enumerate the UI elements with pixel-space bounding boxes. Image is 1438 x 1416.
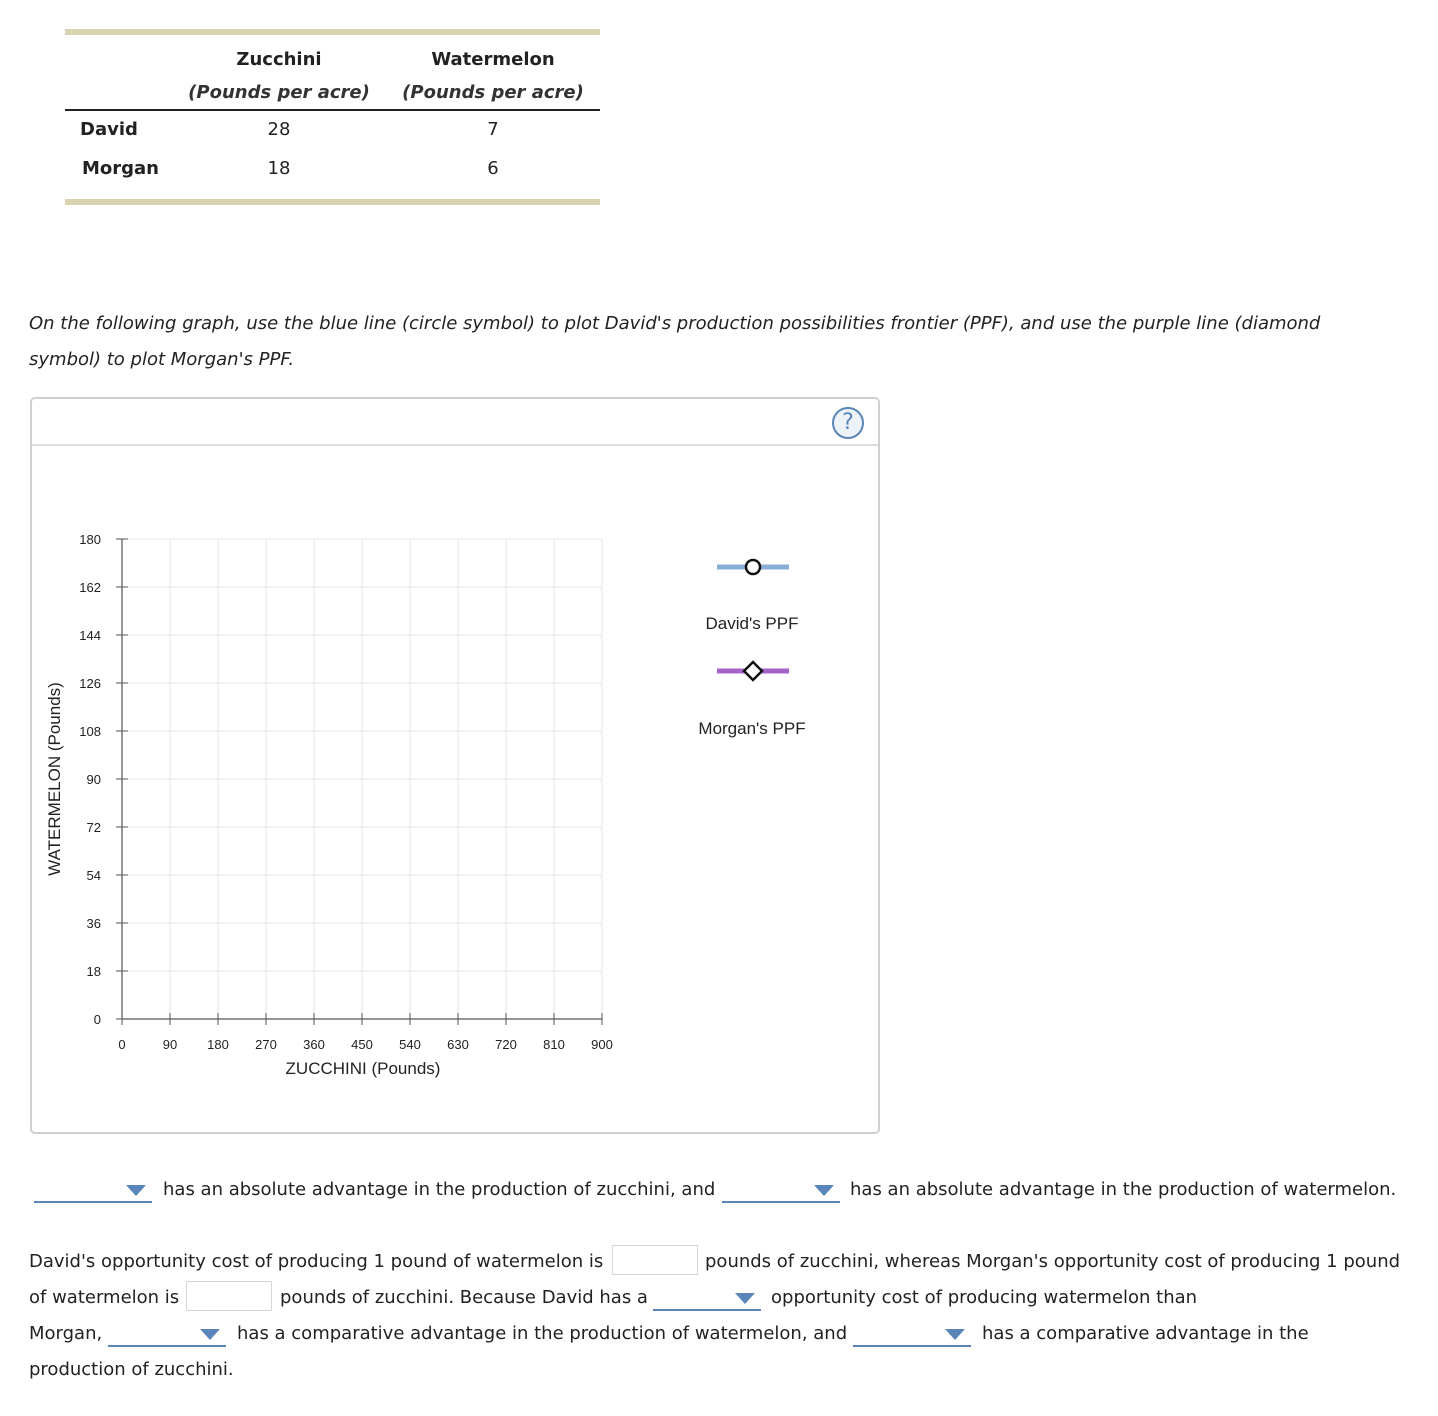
graph-panel[interactable] — [30, 397, 880, 1134]
y-tick-label: 144 — [79, 628, 101, 643]
graph-instructions: On the following graph, use the blue line (circle symbol) to plot David's production possibilities frontier (PPF), and use the purple line (diamond symbol) to plot Morgan's PPF. — [29, 313, 1321, 370]
legend-david[interactable] — [717, 560, 789, 574]
legend-morgan[interactable] — [717, 662, 789, 680]
morgan-opportunity-cost-input[interactable] — [186, 1281, 272, 1311]
production-table: Zucchini Watermelon (Pounds per acre) (Pounds per acre) David 28 7 Morgan 18 6 — [65, 29, 600, 206]
y-axis-label: WATERMELON (Pounds) — [45, 682, 64, 876]
y-tick-label: 180 — [79, 532, 101, 547]
q2-text-line2a: of watermelon is — [29, 1287, 180, 1308]
table-bottom-rule — [65, 199, 600, 205]
x-axis-label: ZUCCHINI (Pounds) — [285, 1059, 441, 1078]
table-top-rule — [65, 29, 600, 35]
q2-text-line2c: opportunity cost of producing watermelon than — [771, 1287, 1198, 1308]
q2-text-line4: production of zucchini. — [29, 1359, 234, 1380]
table-header-rule — [65, 109, 600, 111]
y-tick-label: 162 — [79, 580, 101, 595]
chart-axes — [116, 539, 602, 1025]
chart-tick-labels — [79, 532, 613, 1052]
q1-text-part2: has an absolute advantage in the production of watermelon. — [850, 1179, 1397, 1200]
comparative-advantage-watermelon-dropdown[interactable] — [108, 1325, 226, 1347]
x-tick-label: 810 — [543, 1037, 565, 1052]
chevron-down-icon — [126, 1185, 146, 1196]
x-tick-label: 900 — [591, 1037, 613, 1052]
chevron-down-icon — [945, 1329, 965, 1340]
x-tick-label: 180 — [207, 1037, 229, 1052]
opportunity-cost-comparison-dropdown[interactable] — [653, 1289, 761, 1311]
x-tick-label: 720 — [495, 1037, 517, 1052]
chart-grid — [122, 539, 602, 1019]
q2-text-line2b: pounds of zucchini. Because David has a — [280, 1287, 648, 1308]
help-icon[interactable]: ? — [832, 407, 864, 439]
david-opportunity-cost-input[interactable] — [612, 1245, 698, 1275]
row-label-morgan: Morgan — [82, 158, 160, 179]
y-tick-label: 72 — [86, 820, 101, 835]
comparative-advantage-zucchini-dropdown[interactable] — [853, 1325, 971, 1347]
x-tick-label: 0 — [118, 1037, 126, 1052]
q2-text-line1a: David's opportunity cost of producing 1 pound of watermelon is — [29, 1251, 604, 1272]
legend-morgan-label: Morgan's PPF — [698, 719, 806, 738]
y-tick-label: 90 — [86, 772, 101, 787]
diamond-marker-icon[interactable] — [744, 662, 762, 680]
row-label-david: David — [80, 119, 138, 140]
q2-text-line3a: Morgan, — [29, 1323, 103, 1344]
x-tick-label: 450 — [351, 1037, 373, 1052]
q2-text-line3b: has a comparative advantage in the production of watermelon, and — [237, 1323, 848, 1344]
y-tick-label: 126 — [79, 676, 101, 691]
y-tick-label: 36 — [86, 916, 101, 931]
x-tick-label: 360 — [303, 1037, 325, 1052]
q1-text-part1: has an absolute advantage in the production of zucchini, and — [163, 1179, 716, 1200]
chevron-down-icon — [200, 1329, 220, 1340]
y-tick-label: 0 — [93, 1012, 101, 1027]
x-tick-label: 270 — [255, 1037, 277, 1052]
legend-david-label: David's PPF — [705, 614, 799, 633]
ppf-chart[interactable] — [32, 399, 878, 1132]
q2-text-line1b: pounds of zucchini, whereas Morgan's opportunity cost of producing 1 pound — [705, 1251, 1401, 1272]
x-tick-label: 630 — [447, 1037, 469, 1052]
chevron-down-icon — [814, 1185, 834, 1196]
y-tick-label: 18 — [86, 964, 101, 979]
y-tick-label: 108 — [79, 724, 101, 739]
circle-marker-icon[interactable] — [746, 560, 760, 574]
x-tick-label: 540 — [399, 1037, 421, 1052]
chevron-down-icon — [735, 1293, 755, 1304]
q2-text-line3c: has a comparative advantage in the — [982, 1323, 1309, 1344]
x-tick-label: 90 — [162, 1037, 178, 1052]
absolute-advantage-watermelon-dropdown[interactable] — [722, 1181, 840, 1203]
absolute-advantage-zucchini-dropdown[interactable] — [34, 1181, 152, 1203]
y-tick-label: 54 — [86, 868, 101, 883]
